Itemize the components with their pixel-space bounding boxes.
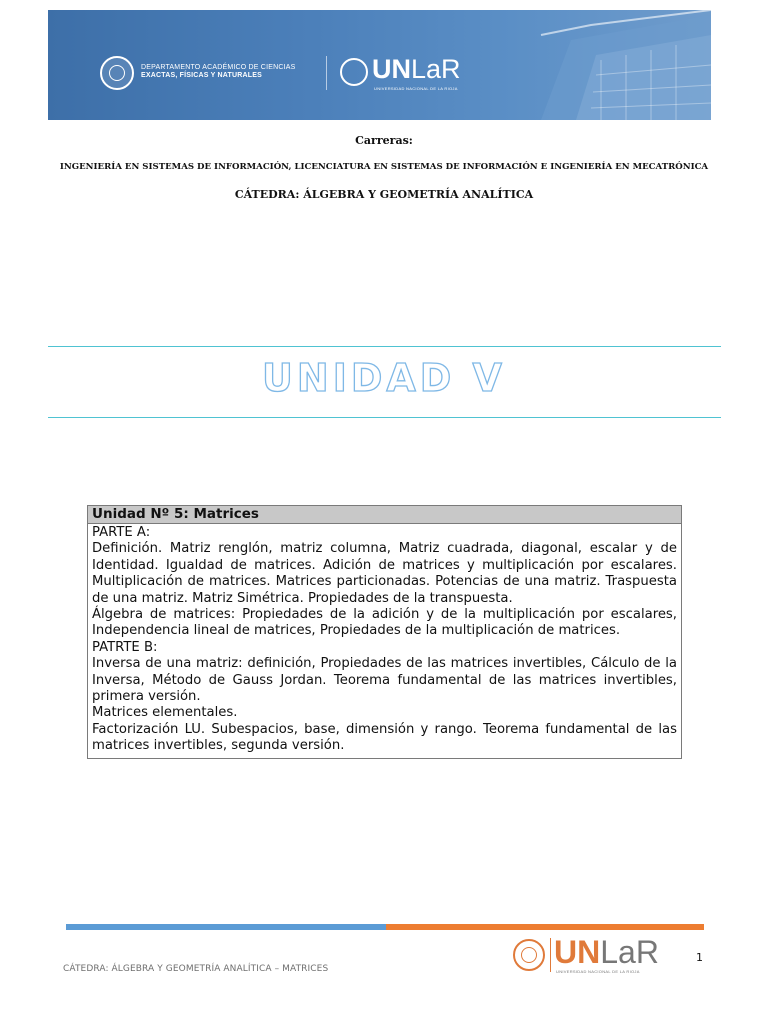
programs-heading: INGENIERÍA EN SISTEMAS DE INFORMACIÓN, LICENCIATURA EN SISTEMAS DE INFORMACIÓN E INGENIERÍA EN MECATRÓNICA [59, 162, 709, 172]
banner-divider [326, 56, 327, 90]
footer-text: CÁTEDRA: ÁLGEBRA Y GEOMETRÍA ANALÍTICA – MATRICES [63, 964, 329, 974]
parte-b-label: PATRTE B: [92, 639, 158, 655]
page-number: 1 [696, 951, 703, 964]
title-rule-top [48, 346, 721, 347]
footer-logo-light: LaR [600, 934, 659, 970]
topic-paragraph: Inversa de una matriz: definición, Propiedades de las matrices invertibles, Cálculo de la Inversa, Método de Gauss Jordan. Teorema fundamental de las matrices invertibles, primera versión. [92, 656, 677, 705]
unit-title: UNIDAD V [262, 356, 506, 400]
university-logo [372, 56, 461, 83]
title-rule-bottom [48, 417, 721, 418]
logo-text-light: LaR [411, 54, 461, 84]
footer-seal-icon [513, 939, 545, 971]
table-header-row [88, 506, 682, 524]
department-line-2: EXACTAS, FÍSICAS Y NATURALES [141, 72, 262, 80]
logo-text-bold: UN [372, 54, 411, 84]
department-line-1: DEPARTAMENTO ACADÉMICO DE CIENCIAS [141, 64, 296, 71]
department-name [141, 64, 295, 81]
department-seal-icon [100, 56, 134, 90]
university-seal-icon [340, 58, 368, 86]
table-header: Unidad Nº 5: Matrices [88, 506, 682, 524]
footer-logo-subtitle: UNIVERSIDAD NACIONAL DE LA RIOJA [556, 969, 640, 974]
footer-logo-word [554, 936, 659, 968]
footer-logo-bold: UN [554, 934, 601, 970]
carreras-heading: Carreras: [355, 134, 413, 147]
topic-paragraph: Definición. Matriz renglón, matriz columna, Matriz cuadrada, diagonal, escalar y de Identidad. Igualdad de matrices. Adición de matrices y multiplicación por escalares. Multiplicación de matrices. Matrices particionadas. Potencias de una matriz. Traspuesta de una matriz. Matriz Simétrica. Propiedades de la transpuesta. [92, 541, 677, 606]
topic-paragraph: Álgebra de matrices: Propiedades de la adición y de la multiplicación por escalares, Independencia lineal de matrices, Propiedades de la multiplicación de matrices. [92, 607, 677, 639]
footer-bar-blue [66, 924, 386, 930]
header-banner [48, 10, 711, 120]
footer-bar-orange [386, 924, 704, 930]
catedra-heading: CÁTEDRA: ÁLGEBRA Y GEOMETRÍA ANALÍTICA [234, 188, 534, 201]
table-cell [88, 524, 682, 759]
topic-paragraph: Factorización LU. Subespacios, base, dimensión y rango. Teorema fundamental de las matrices invertibles, segunda versión. [92, 721, 677, 754]
parte-a-label: PARTE A: [92, 525, 151, 540]
footer-university-logo [512, 936, 682, 976]
footer-logo-divider [550, 938, 551, 972]
building-graphic [481, 10, 711, 120]
content-table [87, 505, 682, 759]
logo-subtitle: UNIVERSIDAD NACIONAL DE LA RIOJA [374, 86, 458, 91]
table-row [88, 524, 682, 759]
topic-paragraph: Matrices elementales. [92, 705, 238, 721]
